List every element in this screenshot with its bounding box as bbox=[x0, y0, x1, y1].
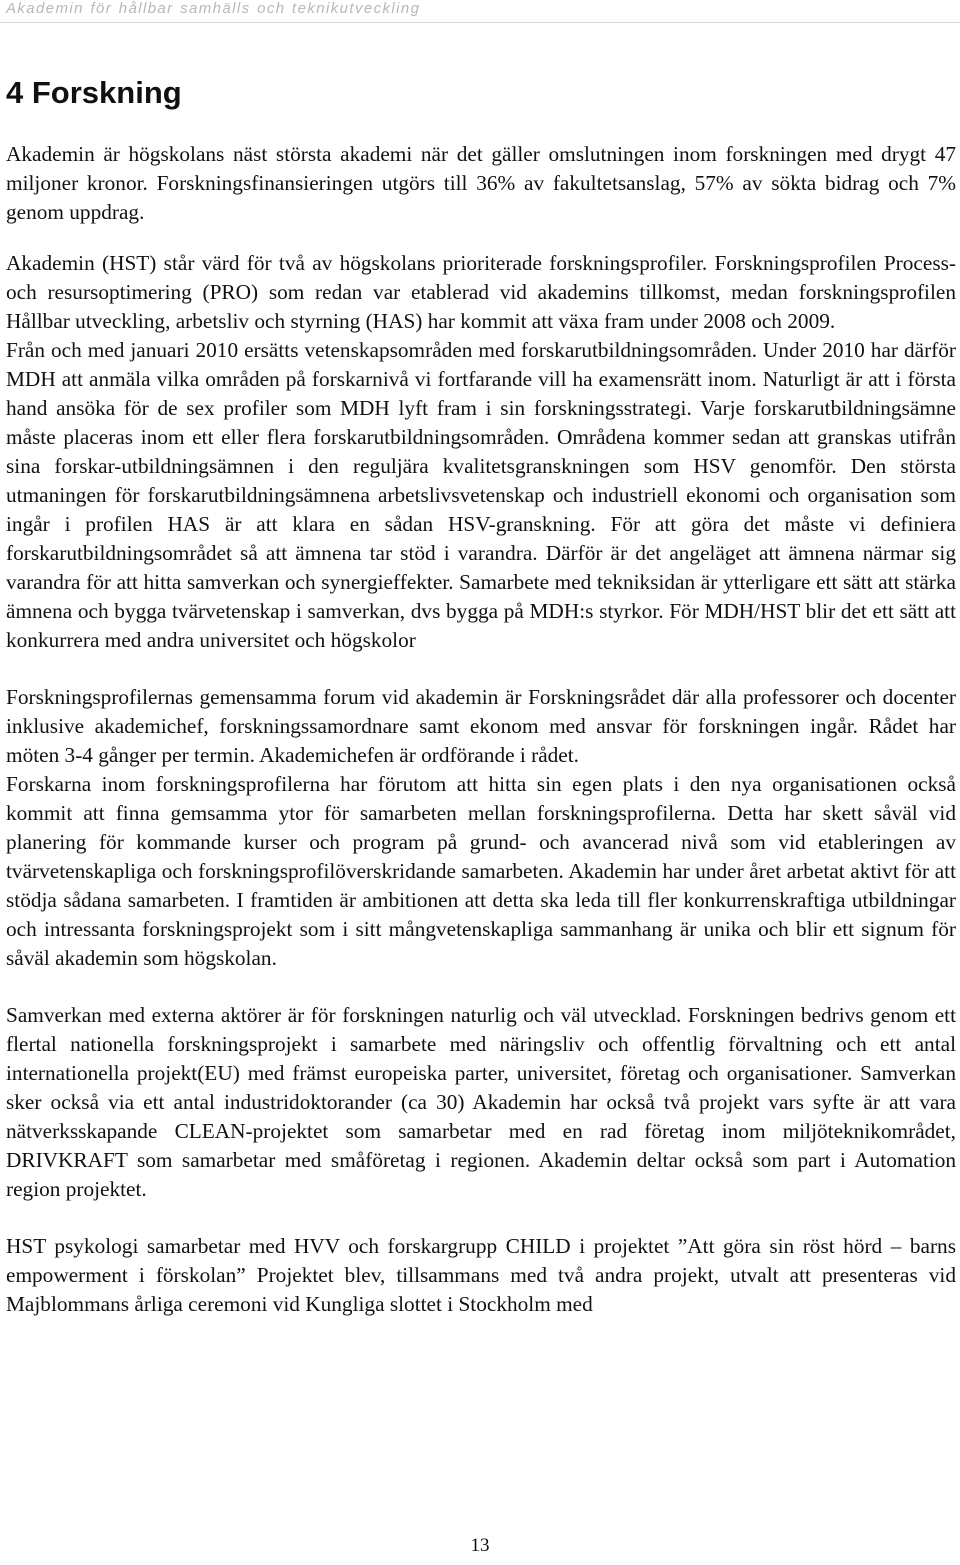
paragraph-research-profiles: Akademin (HST) står värd för två av högskolans prioriterade forskningsprofiler. Forskningsprofilen Process- och resursoptimering (PRO) som redan var etablerad vid akademins tillkomst, medan forskningsprofilen Hållbar utveckling, arbetsliv och styrning (HAS) har kommit att växa fram under 2008 och 2009. bbox=[6, 251, 956, 333]
paragraph-psychology-project: HST psykologi samarbetar med HVV och forskargrupp CHILD i projektet ”Att göra sin röst hörd – barns empowerment i förskolan” Projektet blev, tillsammans med två andra projekt, utvalt att presenteras vid Majblommans årliga ceremoni vid Kungliga slottet i Stockholm med bbox=[6, 1234, 956, 1316]
page-number: 13 bbox=[470, 1535, 490, 1556]
paragraph-doctoral-areas: Från och med januari 2010 ersätts vetenskapsområden med forskarutbildningsområden. Under 2010 har därför MDH att anmäla vilka områden på forskarnivå vi fortfarande vill ha examensrätt inom. Naturligt är att i första hand ansöka för de sex profiler som MDH lyft fram i sin forskningsstrategi. Varje forskarutbildningsämne måste placeras inom ett eller flera forskarutbildningsområden. Områdena kommer sedan att granskas utifrån sina forskar-utbildningsämnen i den reguljära kvalitetsgranskningen som HSV genomför. Den största utmaningen för forskarutbildningsämnena arbetslivsvetenskap och industriell ekonomi och organisation som ingår i profilen HAS är att klara en sådan HSV-granskning. För att göra det måste vi definiera forskarutbildningsområdet så att ämnena tar stöd i varandra. Därför är det angeläget att ämnena närmar sig varandra för att hitta samverkan och synergieffekter. Samarbete med tekniksidan är ytterligare ett sätt att stärka ämnena och bygga tvärvetenskap i samverkan, dvs bygga på MDH:s styrkor. För MDH/HST blir det ett sätt att konkurrera med andra universitet och högskolor bbox=[6, 338, 956, 652]
body-text bbox=[6, 140, 956, 1319]
paragraph-collaborations: Forskarna inom forskningsprofilerna har förutom att hitta sin egen plats i den nya organisationen också kommit att finna gemsamma ytor för samarbeten mellan forskningsprofilerna. Detta har skett såväl vid planering för kommande kurser och program på grund- och avancerad nivå som vid etableringen av tvärvetenskapliga och forskningsprofilöverskridande samarbeten. Akademin har under året arbetat aktivt för att stödja sådana samarbeten. I framtiden är ambitionen att detta ska leda till fler konkurrenskraftiga utbildningar och intressanta forskningsprojekt som i sitt mångvetenskapliga sammanhang är unika och blir ett signum för såväl akademin som högskolan. bbox=[6, 772, 956, 970]
running-header: Akademin för hållbar samhälls och teknikutveckling bbox=[6, 0, 421, 17]
chapter-title: 4 Forskning bbox=[6, 75, 182, 110]
paragraph-funding: Akademin är högskolans näst största akademi när det gäller omslutningen inom forskningen med drygt 47 miljoner kronor. Forskningsfinansieringen utgörs till 36% av fakultetsanslag, 57% av sökta bidrag och 7% genom uppdrag. bbox=[6, 142, 956, 224]
header-divider bbox=[0, 22, 960, 23]
paragraph-research-council: Forskningsprofilernas gemensamma forum vid akademin är Forskningsrådet där alla professorer och docenter inklusive akademichef, forskningssamordnare samt ekonom med ansvar för forskningen ingår. Rådet har möten 3-4 gånger per termin. Akademichefen är ordförande i rådet. bbox=[6, 685, 956, 767]
paragraph-external-cooperation: Samverkan med externa aktörer är för forskningen naturlig och väl utvecklad. Forskningen bedrivs genom ett flertal nationella forskningsprojekt i samarbete med näringsliv och offentlig förvaltning och ett antal internationella projekt(EU) med främst europeiska parter, universitet, företag och organisationer. Samverkan sker också via ett antal industridoktorander (ca 30) Akademin har också två projekt vars syfte är att vara nätverksskapande CLEAN-projektet som samarbetar med en rad företag inom miljöteknikområdet, DRIVKRAFT som samarbetar med småföretag i regionen. Akademin deltar också som part i Automation region projektet. bbox=[6, 1003, 956, 1201]
